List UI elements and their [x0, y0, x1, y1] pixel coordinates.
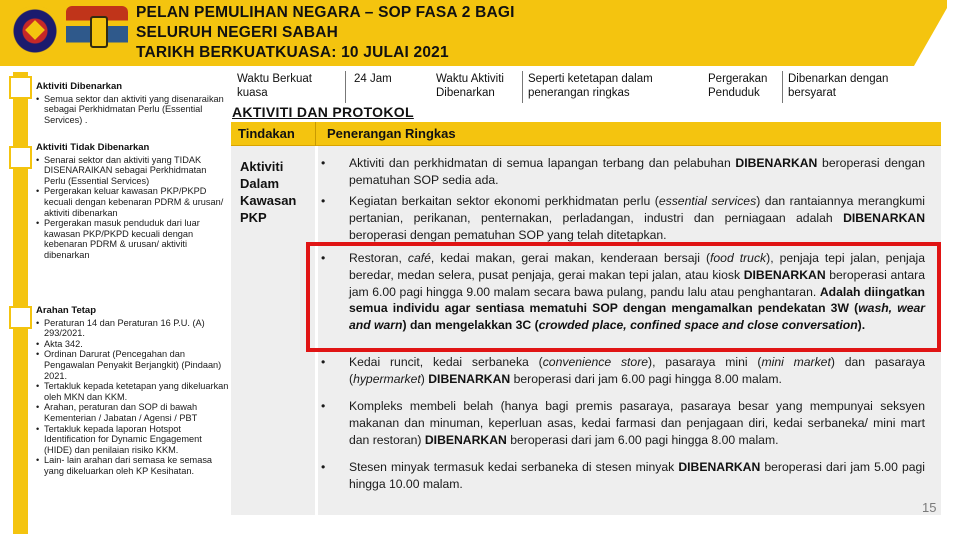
section-heading: AKTIVITI DAN PROTOKOL — [232, 104, 414, 120]
list-item: • Lain- lain arahan dari semasa ke semasa yang dikeluarkan oleh KP Kesihatan. — [36, 455, 230, 476]
bullet-icon: • — [321, 399, 326, 413]
column-header-description: Penerangan Ringkas — [327, 126, 456, 141]
bullet-icon: • — [321, 355, 326, 369]
sidebar-disallowed-activities — [36, 143, 230, 261]
sidebar-timeline-bar — [13, 72, 28, 534]
sidebar-marker — [9, 76, 32, 99]
list-item: • Kedai runcit, kedai serbaneka (convenience store), pasaraya mini (mini market) dan pasaraya (hypermarket) DIBENARKAN beroperasi dari jam 6.00 pagi hingga 8.00 malam. — [321, 355, 925, 386]
divider — [315, 122, 316, 146]
list-item: • Senarai sektor dan aktiviti yang TIDAK DISENARAIKAN sebagai Perkhidmatan Perlu (Essential Services) — [36, 155, 230, 187]
sidebar-standing-orders — [36, 306, 230, 477]
sidebar-section-title: Arahan Tetap — [36, 305, 97, 316]
sidebar-marker — [9, 306, 32, 329]
activity-hours-label: Waktu Aktiviti Dibenarkan — [436, 73, 504, 99]
divider — [522, 71, 523, 103]
ministry-logo-icon — [10, 6, 60, 56]
row-label: Aktiviti Dalam Kawasan PKP — [240, 159, 297, 225]
list-item: • Tertakluk kepada laporan Hotspot Identification for Dynamic Engagement (HIDE) dan penilaian risiko KKM. — [36, 424, 230, 456]
list-item: • Pergerakan masuk penduduk dari luar kawasan PKP/PKPD kecuali dengan kebenaran PDRM & urusan/ aktiviti dibenarkan — [36, 218, 230, 260]
list-item: • Stesen minyak termasuk kedai serbaneka di stesen minyak DIBENARKAN beroperasi dari jam 5.00 pagi hingga 10.00 malam. — [321, 460, 925, 491]
activity-hours-value: Seperti ketetapan dalam penerangan ringkas — [528, 73, 653, 99]
divider — [345, 71, 346, 103]
list-item: • Semua sektor dan aktiviti yang disenaraikan sebagai Perkhidmatan Perlu (Essential Services) . — [36, 94, 230, 126]
table-header — [231, 122, 941, 146]
sidebar-section-title: Aktiviti Dibenarkan — [36, 81, 123, 92]
divider — [782, 71, 783, 103]
effective-hours-label: Waktu Berkuat kuasa — [237, 73, 312, 99]
list-item: • Ordinan Darurat (Pencegahan dan Pengawalan Penyakit Berjangkit) (Pindaan) 2021. — [36, 349, 230, 381]
effective-hours-value: 24 Jam — [354, 73, 392, 85]
list-item: • Aktiviti dan perkhidmatan di semua lapangan terbang dan pelabuhan DIBENARKAN beroperasi dengan pematuhan SOP sedia ada. — [321, 156, 925, 187]
malaysia-coat-of-arms-icon — [66, 6, 128, 58]
bullet-icon: • — [321, 156, 326, 170]
movement-label: Pergerakan Penduduk — [708, 73, 768, 99]
list-item: • Kompleks membeli belah (hanya bagi premis pasaraya, pasaraya besar yang mempunyai seksyen makanan dan minuman, keperluan asas, kedai farmasi dan penjagaan diri, kedai serbaneka/ mini mart dan restoran) DIBENARKAN beroperasi dari jam 6.00 pagi hingga 8.00 malam. — [321, 399, 925, 447]
list-item: • Peraturan 14 dan Peraturan 16 P.U. (A) 293/2021. — [36, 318, 230, 339]
page-number: 15 — [922, 500, 937, 515]
sidebar-allowed-activities — [36, 82, 230, 125]
bullet-icon: • — [321, 460, 326, 474]
bullet-icon: • — [321, 251, 326, 265]
list-item: • Kegiatan berkaitan sektor ekonomi perkhidmatan perlu (essential services) dan rantaiannya merangkumi pertanian, perikanan, penternakan, perladangan, industri dan perniagaan adalah DIBENARKAN beroperasi dengan pematuhan SOP yang telah ditetapkan. — [321, 194, 925, 242]
list-item: • Akta 342. — [36, 339, 230, 350]
page-title-line-2: SELURUH NEGERI SABAH — [136, 24, 339, 41]
list-item: • Tertakluk kepada ketetapan yang dikeluarkan oleh MKN dan KKM. — [36, 381, 230, 402]
sidebar-marker — [9, 146, 32, 169]
effective-date: TARIKH BERKUATKUASA: 10 JULAI 2021 — [136, 44, 449, 61]
list-item: • Arahan, peraturan dan SOP di bawah Kementerian / Jabatan / Agensi / PBT — [36, 402, 230, 423]
highlight-box — [306, 242, 941, 352]
column-header-action: Tindakan — [238, 126, 295, 141]
sidebar-section-title: Aktiviti Tidak Dibenarkan — [36, 142, 150, 153]
bullet-icon: • — [321, 194, 326, 208]
movement-value: Dibenarkan dengan bersyarat — [788, 73, 889, 99]
list-item: • Pergerakan keluar kawasan PKP/PKPD kecuali dengan kebenaran PDRM & urusan/ aktiviti dibenarkan — [36, 186, 230, 218]
list-item-highlighted: • Restoran, café, kedai makan, gerai makan, kenderaan bersaji (food truck), penjaja tepi jalan, penjaja beredar, medan selera, pusat penjaja, gerai makan tepi jalan, atau kiosk DIBENARKAN beroperasi antara jam 6.00 pagi hingga 9.00 malam secara bawa pulang, pandu lalu atau penghantaran. Adalah diingatkan semua individu agar sentiasa mematuhi SOP dengan mengamalkan pendekatan 3W (wash, wear and warn) dan mengelakkan 3C (crowded place, confined space and close conversation). — [321, 251, 925, 333]
page-title-line-1: PELAN PEMULIHAN NEGARA – SOP FASA 2 BAGI — [136, 4, 515, 21]
